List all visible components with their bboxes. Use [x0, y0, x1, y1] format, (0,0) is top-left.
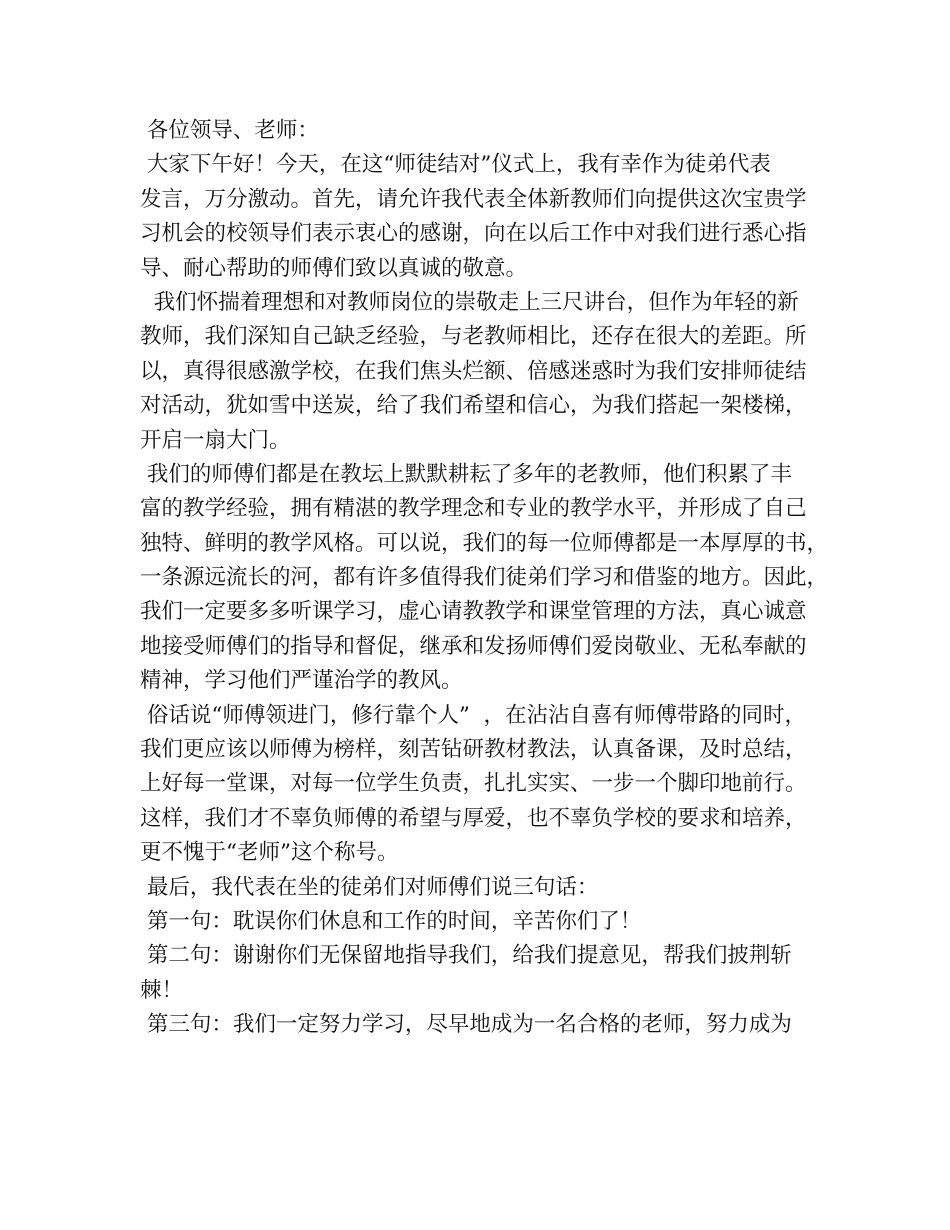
- text-line: 上好每一堂课，对每一位学生负责，扎扎实实、一步一个脚印地前行。: [140, 771, 807, 797]
- text-line: 第一句：耽误你们休息和工作的时间，辛苦你们了！: [140, 908, 642, 934]
- text-line: 导、耐心帮助的师傅们致以真诚的敬意。: [140, 255, 528, 281]
- text-line: 我们的师傅们都是在教坛上默默耕耘了多年的老教师，他们积累了丰: [140, 461, 792, 487]
- text-line: 我们更应该以师傅为榜样，刻苦钻研教材教法，认真备课，及时总结，: [140, 737, 807, 763]
- text-line: 我们怀揣着理想和对教师岗位的崇敬走上三尺讲台，但作为年轻的新: [140, 289, 799, 315]
- text-line: 习机会的校领导们表示衷心的感谢，向在以后工作中对我们进行悉心指: [140, 221, 807, 247]
- text-line: 地接受师傅们的指导和督促，继承和发扬师傅们爱岗敬业、无私奉献的: [140, 633, 807, 659]
- text-line: 更不愧于“老师”这个称号。: [140, 840, 399, 866]
- text-line: 一条源远流长的河，都有许多值得我们徒弟们学习和借鉴的地方。因此，: [140, 565, 829, 591]
- text-line: 独特、鲜明的教学风格。可以说，我们的每一位师傅都是一本厚厚的书，: [140, 530, 829, 556]
- text-line: 对活动，犹如雪中送炭，给了我们希望和信心，为我们搭起一架楼梯，: [140, 393, 807, 419]
- text-line: 发言，万分激动。首先，请允许我代表全体新教师们向提供这次宝贵学: [140, 186, 807, 212]
- text-line: 第三句：我们一定努力学习，尽早地成为一名合格的老师，努力成为: [140, 1012, 792, 1038]
- text-line: 大家下午好！今天，在这“师徒结对”仪式上，我有幸作为徒弟代表: [140, 152, 771, 178]
- text-line: 最后，我代表在坐的徒弟们对师傅们说三句话：: [140, 874, 599, 900]
- text-line: 以，真得很感激学校，在我们焦头烂额、倍感迷惑时为我们安排师徒结: [140, 358, 807, 384]
- text-line: 开启一扇大门。: [140, 427, 291, 453]
- text-line: 棘！: [140, 977, 184, 1003]
- text-line: 第二句：谢谢你们无保留地指导我们，给我们提意见，帮我们披荆斩: [140, 943, 792, 969]
- document-body: [140, 114, 830, 1043]
- text-line: 教师，我们深知自己缺乏经验，与老教师相比，还存在很大的差距。所: [140, 324, 807, 350]
- text-line: 我们一定要多多听课学习，虚心请教教学和课堂管理的方法，真心诚意: [140, 599, 807, 625]
- text-line: 精神，学习他们严谨治学的教风。: [140, 668, 463, 694]
- text-line: 俗话说“师傅领进门，修行靠个人” ，在沾沾自喜有师傅带路的同时，: [140, 702, 806, 728]
- text-line: 富的教学经验，拥有精湛的教学理念和专业的教学水平，并形成了自己: [140, 496, 807, 522]
- text-line: 各位领导、老师：: [140, 118, 319, 143]
- text-line: 这样，我们才不辜负师傅的希望与厚爱，也不辜负学校的要求和培养，: [140, 805, 807, 831]
